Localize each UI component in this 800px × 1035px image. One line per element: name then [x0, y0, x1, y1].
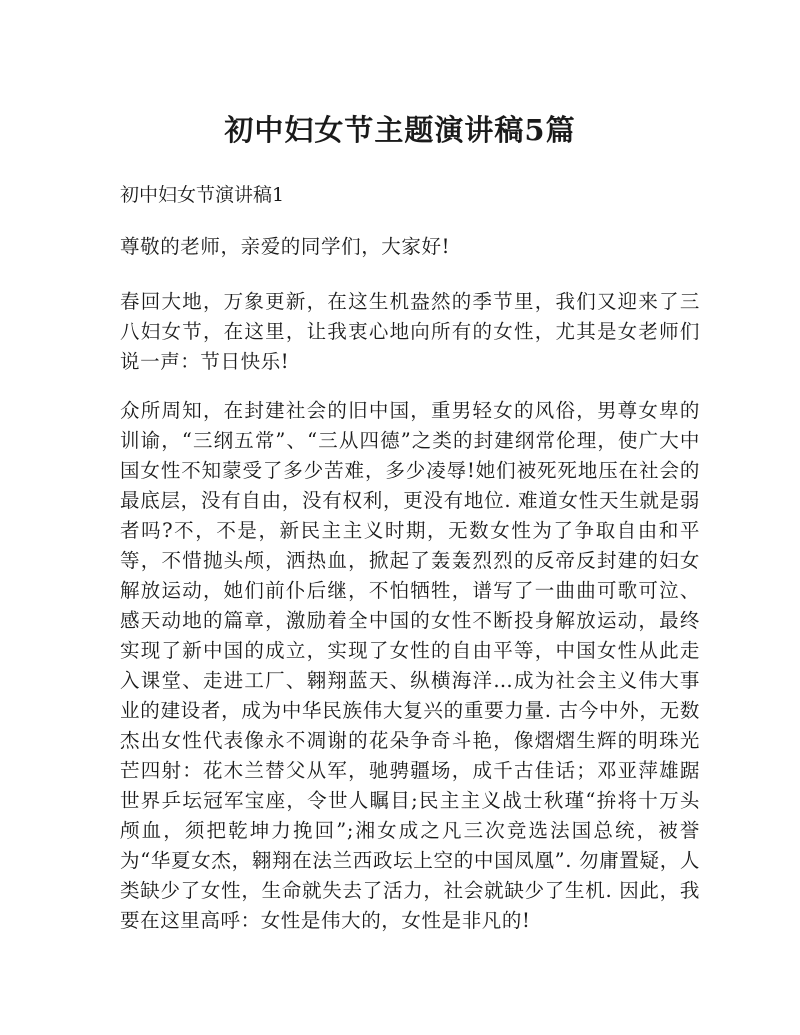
document-title: 初中妇女节主题演讲稿5篇 — [224, 113, 576, 147]
body-paragraph: 春回大地，万象更新，在这生机盎然的季节里，我们又迎来了三八妇女节，在这里，让我衷心地向所有的女性，尤其是女老师们说一声：节日快乐! — [120, 290, 700, 373]
body-paragraph: 众所周知，在封建社会的旧中国，重男轻女的风俗，男尊女卑的训谕，“三纲五常”、“三从四德”之类的封建纲常伦理，使广大中国女性不知蒙受了多少苦难，多少凌辱!她们被死死地压在社会的最底层，没有自由，没有权利，更没有地位. 难道女性天生就是弱者吗?不，不是，新民主主义时期，无数女性为了争取自由和平等，不惜抛头颅，洒热血，掀起了轰轰烈烈的反帝反封建的妇女解放运动，她们前仆后继，不怕牺牲，谱写了一曲曲可歌可泣、感天动地的篇章，激励着全中国的女性不断投身解放运动，最终实现了新中国的成立，实现了女性的自由平等，中国女性从此走入课堂、走进工厂、翱翔蓝天、纵横海洋…成为社会主义伟大事业的建设者，成为中华民族伟大复兴的重要力量. 古今中外，无数杰出女性代表像永不凋谢的花朵争奇斗艳，像熠熠生辉的明珠光芒四射：花木兰替父从军，驰骋疆场，成千古佳话；邓亚萍雄踞世界乒坛冠军宝座，令世人瞩目;民主主义战士秋瑾“拚将十万头颅血，须把乾坤力挽回”;湘女成之凡三次竞选法国总统，被誉为“华夏女杰，翱翔在法兰西政坛上空的中国凤凰”. 勿庸置疑，人类缺少了女性，生命就失去了活力，社会就缺少了生机. 因此，我要在这里高呼：女性是伟大的，女性是非凡的! — [120, 399, 700, 932]
section-heading: 初中妇女节演讲稿1 — [120, 184, 285, 206]
greeting-paragraph: 尊敬的老师，亲爱的同学们，大家好! — [120, 235, 451, 258]
